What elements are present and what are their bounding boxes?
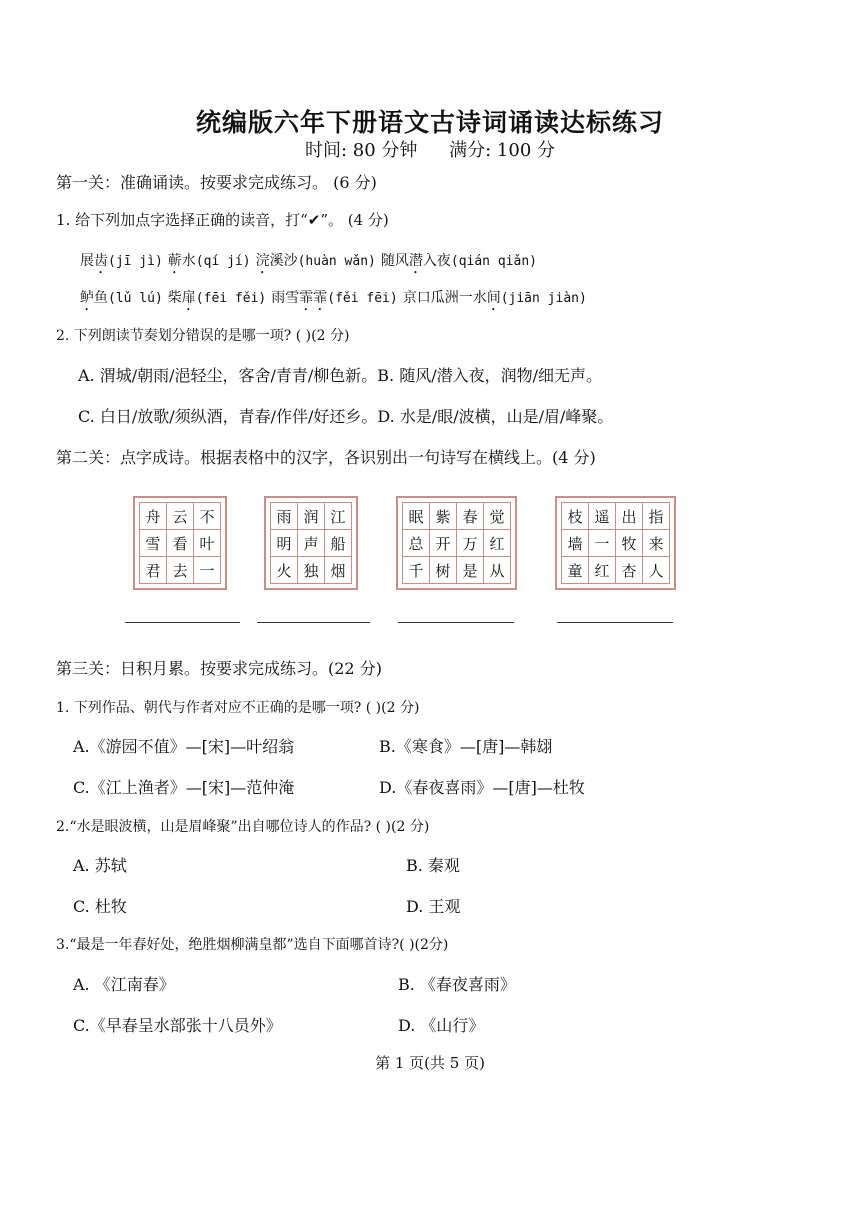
level3-q2-option-c: C. 杜牧 <box>73 897 127 916</box>
grid-cell: 来 <box>643 530 670 557</box>
dotted-char: 齿 <box>94 253 108 269</box>
grid-cell: 红 <box>484 530 511 557</box>
pinyin-word: 鲈鱼 <box>80 290 108 306</box>
grid-cell: 紫 <box>430 503 457 530</box>
grid-cell: 烟 <box>325 557 352 584</box>
page-title: 统编版六年下册语文古诗词诵读达标练习 <box>195 108 664 137</box>
grid-cell: 遥 <box>589 503 616 530</box>
pinyin-item <box>80 253 163 269</box>
grid-cell: 火 <box>271 557 298 584</box>
grid-cell: 看 <box>167 530 194 557</box>
level1-q2-option-line-2: C. 白日/放歌/须纵酒，青春/作伴/好还乡。D. 水是/眼/波横，山是/眉/峰聚。 <box>78 407 614 426</box>
level3-q1-option-c: C.《江上渔者》—[宋]—范仲淹 <box>73 778 295 797</box>
grid-cell: 一 <box>589 530 616 557</box>
pinyin-word: 随风潜入夜 <box>380 253 451 269</box>
level3-heading: 第三关：日积月累。按要求完成练习。(22 分) <box>56 659 382 678</box>
pinyin-options[interactable]: (fěi fēi) <box>327 291 398 306</box>
grid-cell: 叶 <box>194 530 221 557</box>
char-grid-1 <box>133 496 227 590</box>
grid-cell: 从 <box>484 557 511 584</box>
pinyin-item <box>256 253 376 269</box>
pinyin-item <box>403 290 587 306</box>
grid-cell: 牧 <box>616 530 643 557</box>
grid-cell: 万 <box>457 530 484 557</box>
level3-q2-option-d: D. 王观 <box>406 897 461 916</box>
grid-cell: 润 <box>298 503 325 530</box>
pinyin-options[interactable]: (fēi fěi) <box>195 291 267 306</box>
dotted-char: 扉 <box>181 290 196 306</box>
grid-cell: 一 <box>194 557 221 584</box>
grid-row <box>271 503 352 530</box>
level3-q3-option-a: A. 《江南春》 <box>73 975 175 994</box>
grid-cell: 去 <box>167 557 194 584</box>
level3-q2-option-a: A. 苏轼 <box>73 856 127 875</box>
pinyin-item <box>381 253 537 269</box>
exam-info <box>0 136 860 162</box>
time-limit: 时间: 80 分钟 <box>304 140 418 161</box>
grid-cell: 红 <box>589 557 616 584</box>
pinyin-item <box>271 290 397 306</box>
grid-cell: 墙 <box>562 530 589 557</box>
pinyin-item <box>168 253 251 269</box>
grid-row <box>271 557 352 584</box>
dotted-char: 潜 <box>408 253 423 269</box>
dotted-char: 鲈 <box>80 290 94 306</box>
level1-q1-prompt: 1. 给下列加点字选择正确的读音，打“✔”。 (4 分) <box>56 211 389 229</box>
answer-line-1[interactable] <box>125 622 240 623</box>
grid-cell: 出 <box>616 503 643 530</box>
level3-q2-prompt: 2.“水是眼波横，山是眉峰聚”出自哪位诗人的作品? ( )(2 分) <box>56 819 430 835</box>
grid-cell: 树 <box>430 557 457 584</box>
dotted-char: 蕲 <box>167 253 182 269</box>
pinyin-options[interactable]: (jiān jiàn) <box>500 291 587 306</box>
level1-q2-option-line-1: A. 渭城/朝雨/浥轻尘，客舍/青青/柳色新。B. 随风/潜入夜，润物/细无声。 <box>78 366 603 385</box>
level2-heading: 第二关：点字成诗。根据表格中的汉字，各识别出一句诗写在横线上。(4 分) <box>56 448 596 467</box>
answer-line-3[interactable] <box>398 622 514 623</box>
grid-row <box>140 557 221 584</box>
pinyin-word: 柴扉 <box>167 290 196 306</box>
pinyin-word: 蕲水 <box>167 253 196 269</box>
grid-cell: 明 <box>271 530 298 557</box>
full-score: 满分: 100 分 <box>449 140 556 161</box>
grid-cell: 指 <box>643 503 670 530</box>
grid-cell: 人 <box>643 557 670 584</box>
answer-line-2[interactable] <box>257 622 370 623</box>
grid-cell: 千 <box>403 557 430 584</box>
grid-cell: 杏 <box>616 557 643 584</box>
pinyin-word: 展齿 <box>80 253 108 269</box>
char-grid-4 <box>555 496 676 590</box>
grid-cell: 船 <box>325 530 352 557</box>
pinyin-word: 京口瓜洲一水间 <box>402 290 501 306</box>
level1-heading: 第一关：准确诵读。按要求完成练习。 (6 分) <box>56 173 377 192</box>
pinyin-options[interactable]: (jī jì) <box>108 254 163 269</box>
grid-row <box>271 530 352 557</box>
dotted-char: 间 <box>486 290 501 306</box>
pinyin-options[interactable]: (qián qiǎn) <box>450 254 537 269</box>
pinyin-options[interactable]: (lǔ lú) <box>108 291 163 306</box>
level3-q1-option-a: A.《游园不值》—[宋]—叶绍翁 <box>73 737 295 756</box>
level3-q3-option-d: D. 《山行》 <box>398 1016 485 1035</box>
grid-row <box>562 503 670 530</box>
level3-q1-option-b: B.《寒食》—[唐]—韩翃 <box>379 737 553 756</box>
pinyin-options[interactable]: (qí jí) <box>195 254 251 269</box>
grid-cell: 声 <box>298 530 325 557</box>
level3-q2-option-b: B. 秦观 <box>406 856 460 875</box>
grid-cell: 童 <box>562 557 589 584</box>
grid-row <box>140 530 221 557</box>
pinyin-row-2 <box>80 287 587 314</box>
char-grid-2 <box>264 496 358 590</box>
grid-cell: 独 <box>298 557 325 584</box>
grid-row <box>562 530 670 557</box>
level3-q1-option-d: D.《春夜喜雨》—[唐]—杜牧 <box>379 778 585 797</box>
dotted-char: 浣 <box>255 253 270 269</box>
grid-row <box>403 557 511 584</box>
level3-q3-option-c: C.《早春呈水部张十八员外》 <box>73 1016 282 1035</box>
level3-q3-option-b: B. 《春夜喜雨》 <box>398 975 516 994</box>
pinyin-item <box>168 290 266 306</box>
grid-cell: 君 <box>140 557 167 584</box>
grid-cell: 觉 <box>484 503 511 530</box>
grid-cell: 雨 <box>271 503 298 530</box>
grid-cell: 江 <box>325 503 352 530</box>
grid-cell: 舟 <box>140 503 167 530</box>
answer-line-4[interactable] <box>557 622 673 623</box>
grid-cell: 枝 <box>562 503 589 530</box>
pinyin-row-1 <box>80 250 537 277</box>
level1-q2-prompt: 2. 下列朗读节奏划分错误的是哪一项? ( )(2 分) <box>56 328 350 344</box>
char-grid-3 <box>396 496 517 590</box>
grid-row <box>403 503 511 530</box>
pinyin-options[interactable]: (huàn wǎn) <box>297 254 376 269</box>
grid-row <box>140 503 221 530</box>
grid-cell: 不 <box>194 503 221 530</box>
grid-cell: 雪 <box>140 530 167 557</box>
page-number: 第 1 页(共 5 页) <box>375 1054 485 1072</box>
grid-cell: 是 <box>457 557 484 584</box>
grid-cell: 春 <box>457 503 484 530</box>
level3-q3-prompt: 3.“最是一年春好处，绝胜烟柳满皇都”选自下面哪首诗?( )(2分) <box>56 937 449 953</box>
grid-cell: 总 <box>403 530 430 557</box>
pinyin-word: 雨雪霏霏 <box>271 290 328 306</box>
pinyin-item <box>80 290 163 306</box>
grid-cell: 开 <box>430 530 457 557</box>
grid-cell: 眠 <box>403 503 430 530</box>
grid-row <box>562 557 670 584</box>
dotted-char: 霏霏 <box>299 290 328 306</box>
grid-cell: 云 <box>167 503 194 530</box>
level3-q1-prompt: 1. 下列作品、朝代与作者对应不正确的是哪一项? ( )(2 分) <box>56 700 420 716</box>
pinyin-word: 浣溪沙 <box>255 253 298 269</box>
grid-row <box>403 530 511 557</box>
